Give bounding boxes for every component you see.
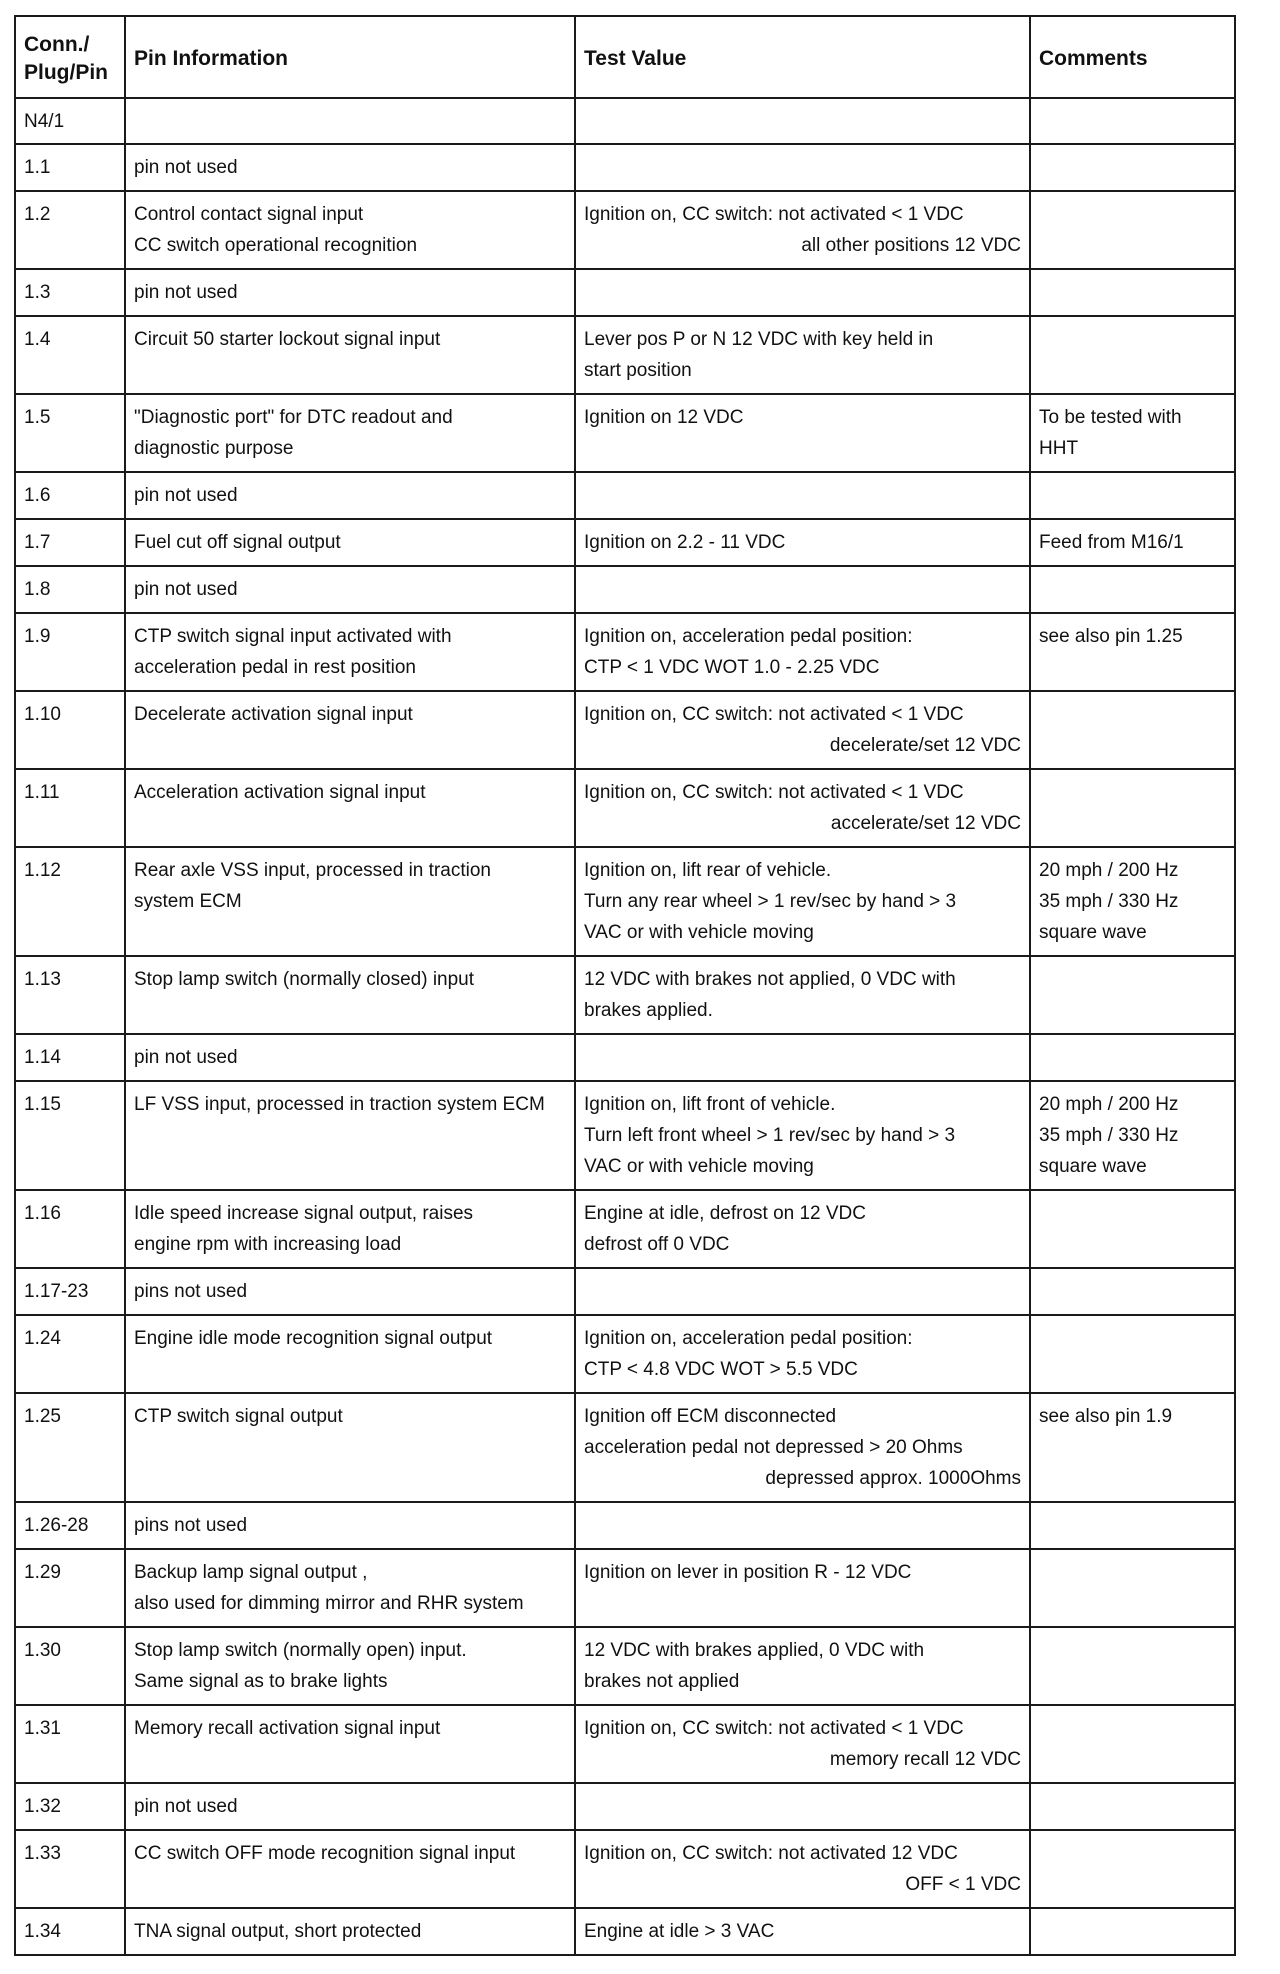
header-test-value: Test Value	[575, 16, 1030, 98]
header-conn-plug-pin: Conn./ Plug/Pin	[15, 16, 125, 98]
pin-number-cell: 1.25	[15, 1393, 125, 1502]
test-value-line: Ignition off ECM disconnected acceleration pedal not depressed > 20 Ohms	[584, 1406, 963, 1458]
table-row	[15, 472, 1235, 519]
header-comments: Comments	[1030, 16, 1235, 98]
pin-number-cell: 1.29	[15, 1549, 125, 1627]
comments-cell	[1030, 1190, 1235, 1268]
pin-information-cell: pin not used	[125, 144, 575, 191]
test-value-cell	[575, 1705, 1030, 1783]
pin-information-cell: pin not used	[125, 1034, 575, 1081]
test-value-cell	[575, 144, 1030, 191]
table-row	[15, 613, 1235, 691]
test-value-cell	[575, 1502, 1030, 1549]
test-value-line-right: decelerate/set 12 VDC	[829, 735, 1021, 756]
comments-cell: see also pin 1.9	[1030, 1393, 1235, 1502]
test-value-line: Ignition on, CC switch: not activated < 1 VDC	[584, 782, 964, 803]
pin-information-cell: Control contact signal input CC switch operational recognition	[125, 191, 575, 269]
pin-information-cell: LF VSS input, processed in traction system ECM	[125, 1081, 575, 1190]
test-value-line-right: accelerate/set 12 VDC	[830, 813, 1021, 834]
test-value-line: Ignition on, acceleration pedal position: CTP < 1 VDC WOT 1.0 - 2.25 VDC	[584, 626, 913, 678]
pin-number-cell: 1.17-23	[15, 1268, 125, 1315]
test-value-line: 12 VDC with brakes applied, 0 VDC with brakes not applied	[584, 1640, 925, 1692]
test-value-cell	[575, 1315, 1030, 1393]
table-row	[15, 1393, 1235, 1502]
table-row	[15, 316, 1235, 394]
pin-information-cell: pin not used	[125, 566, 575, 613]
pin-information-cell: pins not used	[125, 1268, 575, 1315]
pin-information-cell: CC switch OFF mode recognition signal input	[125, 1830, 575, 1908]
pin-information-cell: "Diagnostic port" for DTC readout and diagnostic purpose	[125, 394, 575, 472]
test-value-cell	[575, 316, 1030, 394]
comments-cell	[1030, 1783, 1235, 1830]
test-value-cell	[575, 691, 1030, 769]
table-row	[15, 144, 1235, 191]
table-row	[15, 1081, 1235, 1190]
test-value-line-right: OFF < 1 VDC	[905, 1874, 1021, 1895]
pin-number-cell: 1.11	[15, 769, 125, 847]
pin-information-cell: CTP switch signal output	[125, 1393, 575, 1502]
pin-information-cell	[125, 98, 575, 144]
pin-information-cell: Idle speed increase signal output, raises engine rpm with increasing load	[125, 1190, 575, 1268]
comments-cell	[1030, 1268, 1235, 1315]
test-value-cell	[575, 1783, 1030, 1830]
test-value-cell	[575, 1081, 1030, 1190]
test-value-line: Lever pos P or N 12 VDC with key held in start position	[584, 329, 934, 381]
pin-number-cell: 1.26-28	[15, 1502, 125, 1549]
test-value-line: Ignition on 2.2 - 11 VDC	[584, 532, 786, 553]
pin-number-cell: 1.1	[15, 144, 125, 191]
table-row	[15, 1190, 1235, 1268]
comments-cell	[1030, 472, 1235, 519]
comments-cell	[1030, 98, 1235, 144]
table-row	[15, 519, 1235, 566]
test-value-line: Ignition on, acceleration pedal position: CTP < 4.8 VDC WOT > 5.5 VDC	[584, 1328, 913, 1380]
test-value-cell	[575, 1830, 1030, 1908]
comments-cell	[1030, 316, 1235, 394]
pin-information-cell: pin not used	[125, 1783, 575, 1830]
test-value-line-right: depressed approx. 1000Ohms	[765, 1468, 1021, 1489]
pin-number-cell: 1.10	[15, 691, 125, 769]
test-value-line: 12 VDC with brakes not applied, 0 VDC with brakes applied.	[584, 969, 956, 1021]
pin-number-cell: 1.8	[15, 566, 125, 613]
pin-number-cell: 1.4	[15, 316, 125, 394]
test-value-cell	[575, 191, 1030, 269]
pin-information-cell: Memory recall activation signal input	[125, 1705, 575, 1783]
pin-number-cell: 1.12	[15, 847, 125, 956]
table-header-row	[15, 16, 1235, 98]
comments-cell	[1030, 1705, 1235, 1783]
pin-number-cell: 1.34	[15, 1908, 125, 1955]
table-row	[15, 1315, 1235, 1393]
table-row	[15, 98, 1235, 144]
comments-cell	[1030, 566, 1235, 613]
table-row	[15, 1830, 1235, 1908]
pin-number-cell: 1.13	[15, 956, 125, 1034]
test-value-cell	[575, 613, 1030, 691]
test-value-line: Ignition on, CC switch: not activated < 1 VDC	[584, 1718, 964, 1739]
comments-cell	[1030, 269, 1235, 316]
table-row	[15, 1502, 1235, 1549]
table-row	[15, 1034, 1235, 1081]
pin-number-cell: 1.16	[15, 1190, 125, 1268]
comments-cell	[1030, 144, 1235, 191]
pin-information-cell: Acceleration activation signal input	[125, 769, 575, 847]
pin-information-cell: CTP switch signal input activated with acceleration pedal in rest position	[125, 613, 575, 691]
table-row	[15, 394, 1235, 472]
pin-number-cell: 1.14	[15, 1034, 125, 1081]
test-value-cell	[575, 394, 1030, 472]
test-value-cell	[575, 1034, 1030, 1081]
pin-information-cell: pin not used	[125, 472, 575, 519]
test-value-line: Ignition on, lift rear of vehicle. Turn any rear wheel > 1 rev/sec by hand > 3 VAC or with vehicle moving	[584, 860, 957, 943]
test-value-cell	[575, 1549, 1030, 1627]
comments-cell	[1030, 691, 1235, 769]
test-value-cell	[575, 1190, 1030, 1268]
pin-information-cell: pin not used	[125, 269, 575, 316]
pin-information-cell: Rear axle VSS input, processed in traction system ECM	[125, 847, 575, 956]
comments-cell	[1030, 956, 1235, 1034]
comments-cell	[1030, 1315, 1235, 1393]
test-value-cell	[575, 98, 1030, 144]
test-value-cell	[575, 1627, 1030, 1705]
pin-number-cell: 1.24	[15, 1315, 125, 1393]
test-value-cell	[575, 1268, 1030, 1315]
table-row	[15, 566, 1235, 613]
test-value-line-right: all other positions 12 VDC	[801, 235, 1021, 256]
table-row	[15, 191, 1235, 269]
test-value-cell	[575, 1393, 1030, 1502]
pin-number-cell: 1.6	[15, 472, 125, 519]
header-pin-information: Pin Information	[125, 16, 575, 98]
table-row	[15, 269, 1235, 316]
table-row	[15, 1908, 1235, 1955]
pin-number-cell: 1.2	[15, 191, 125, 269]
test-value-cell	[575, 956, 1030, 1034]
pin-information-cell: TNA signal output, short protected	[125, 1908, 575, 1955]
table-row	[15, 847, 1235, 956]
comments-cell	[1030, 1830, 1235, 1908]
pin-information-cell: pins not used	[125, 1502, 575, 1549]
test-value-cell	[575, 519, 1030, 566]
test-value-line: Ignition on, CC switch: not activated 12 VDC	[584, 1843, 958, 1864]
table-row	[15, 956, 1235, 1034]
test-value-line: Ignition on, CC switch: not activated < 1 VDC	[584, 704, 964, 725]
table-row	[15, 769, 1235, 847]
comments-cell	[1030, 191, 1235, 269]
comments-cell: see also pin 1.25	[1030, 613, 1235, 691]
comments-cell: 20 mph / 200 Hz 35 mph / 330 Hz square wave	[1030, 847, 1235, 956]
pin-information-cell: Backup lamp signal output , also used for dimming mirror and RHR system	[125, 1549, 575, 1627]
pin-information-cell: Stop lamp switch (normally open) input. Same signal as to brake lights	[125, 1627, 575, 1705]
pin-number-cell: 1.30	[15, 1627, 125, 1705]
pin-number-cell: 1.7	[15, 519, 125, 566]
pin-information-table	[14, 15, 1236, 1956]
comments-cell	[1030, 1034, 1235, 1081]
table-row	[15, 1783, 1235, 1830]
table-body	[15, 98, 1235, 1955]
comments-cell	[1030, 1502, 1235, 1549]
pin-information-cell: Decelerate activation signal input	[125, 691, 575, 769]
pin-number-cell: 1.32	[15, 1783, 125, 1830]
table-row	[15, 1549, 1235, 1627]
test-value-line: Ignition on 12 VDC	[584, 407, 744, 428]
table-row	[15, 1268, 1235, 1315]
comments-cell: 20 mph / 200 Hz 35 mph / 330 Hz square wave	[1030, 1081, 1235, 1190]
test-value-line: Engine at idle > 3 VAC	[584, 1921, 775, 1942]
test-value-cell	[575, 269, 1030, 316]
pin-number-cell: 1.5	[15, 394, 125, 472]
comments-cell: Feed from M16/1	[1030, 519, 1235, 566]
pin-information-cell: Fuel cut off signal output	[125, 519, 575, 566]
pin-information-cell: Stop lamp switch (normally closed) input	[125, 956, 575, 1034]
test-value-cell	[575, 847, 1030, 956]
table-row	[15, 691, 1235, 769]
test-value-line-right: memory recall 12 VDC	[829, 1749, 1021, 1770]
test-value-line: Ignition on lever in position R - 12 VDC	[584, 1562, 912, 1583]
pin-number-cell: 1.3	[15, 269, 125, 316]
pin-information-cell: Circuit 50 starter lockout signal input	[125, 316, 575, 394]
table-row	[15, 1705, 1235, 1783]
table-row	[15, 1627, 1235, 1705]
pin-number-cell: N4/1	[15, 98, 125, 144]
test-value-cell	[575, 566, 1030, 613]
pin-information-cell: Engine idle mode recognition signal output	[125, 1315, 575, 1393]
test-value-cell	[575, 769, 1030, 847]
comments-cell	[1030, 1908, 1235, 1955]
test-value-cell	[575, 472, 1030, 519]
pin-number-cell: 1.31	[15, 1705, 125, 1783]
comments-cell	[1030, 1627, 1235, 1705]
pin-number-cell: 1.15	[15, 1081, 125, 1190]
test-value-line: Ignition on, CC switch: not activated < 1 VDC	[584, 204, 964, 225]
pin-number-cell: 1.9	[15, 613, 125, 691]
test-value-line: Ignition on, lift front of vehicle. Turn left front wheel > 1 rev/sec by hand > 3 VAC or with vehicle moving	[584, 1094, 956, 1177]
comments-cell: To be tested with HHT	[1030, 394, 1235, 472]
comments-cell	[1030, 769, 1235, 847]
test-value-line: Engine at idle, defrost on 12 VDC defrost off 0 VDC	[584, 1203, 867, 1255]
pin-number-cell: 1.33	[15, 1830, 125, 1908]
comments-cell	[1030, 1549, 1235, 1627]
test-value-cell	[575, 1908, 1030, 1955]
